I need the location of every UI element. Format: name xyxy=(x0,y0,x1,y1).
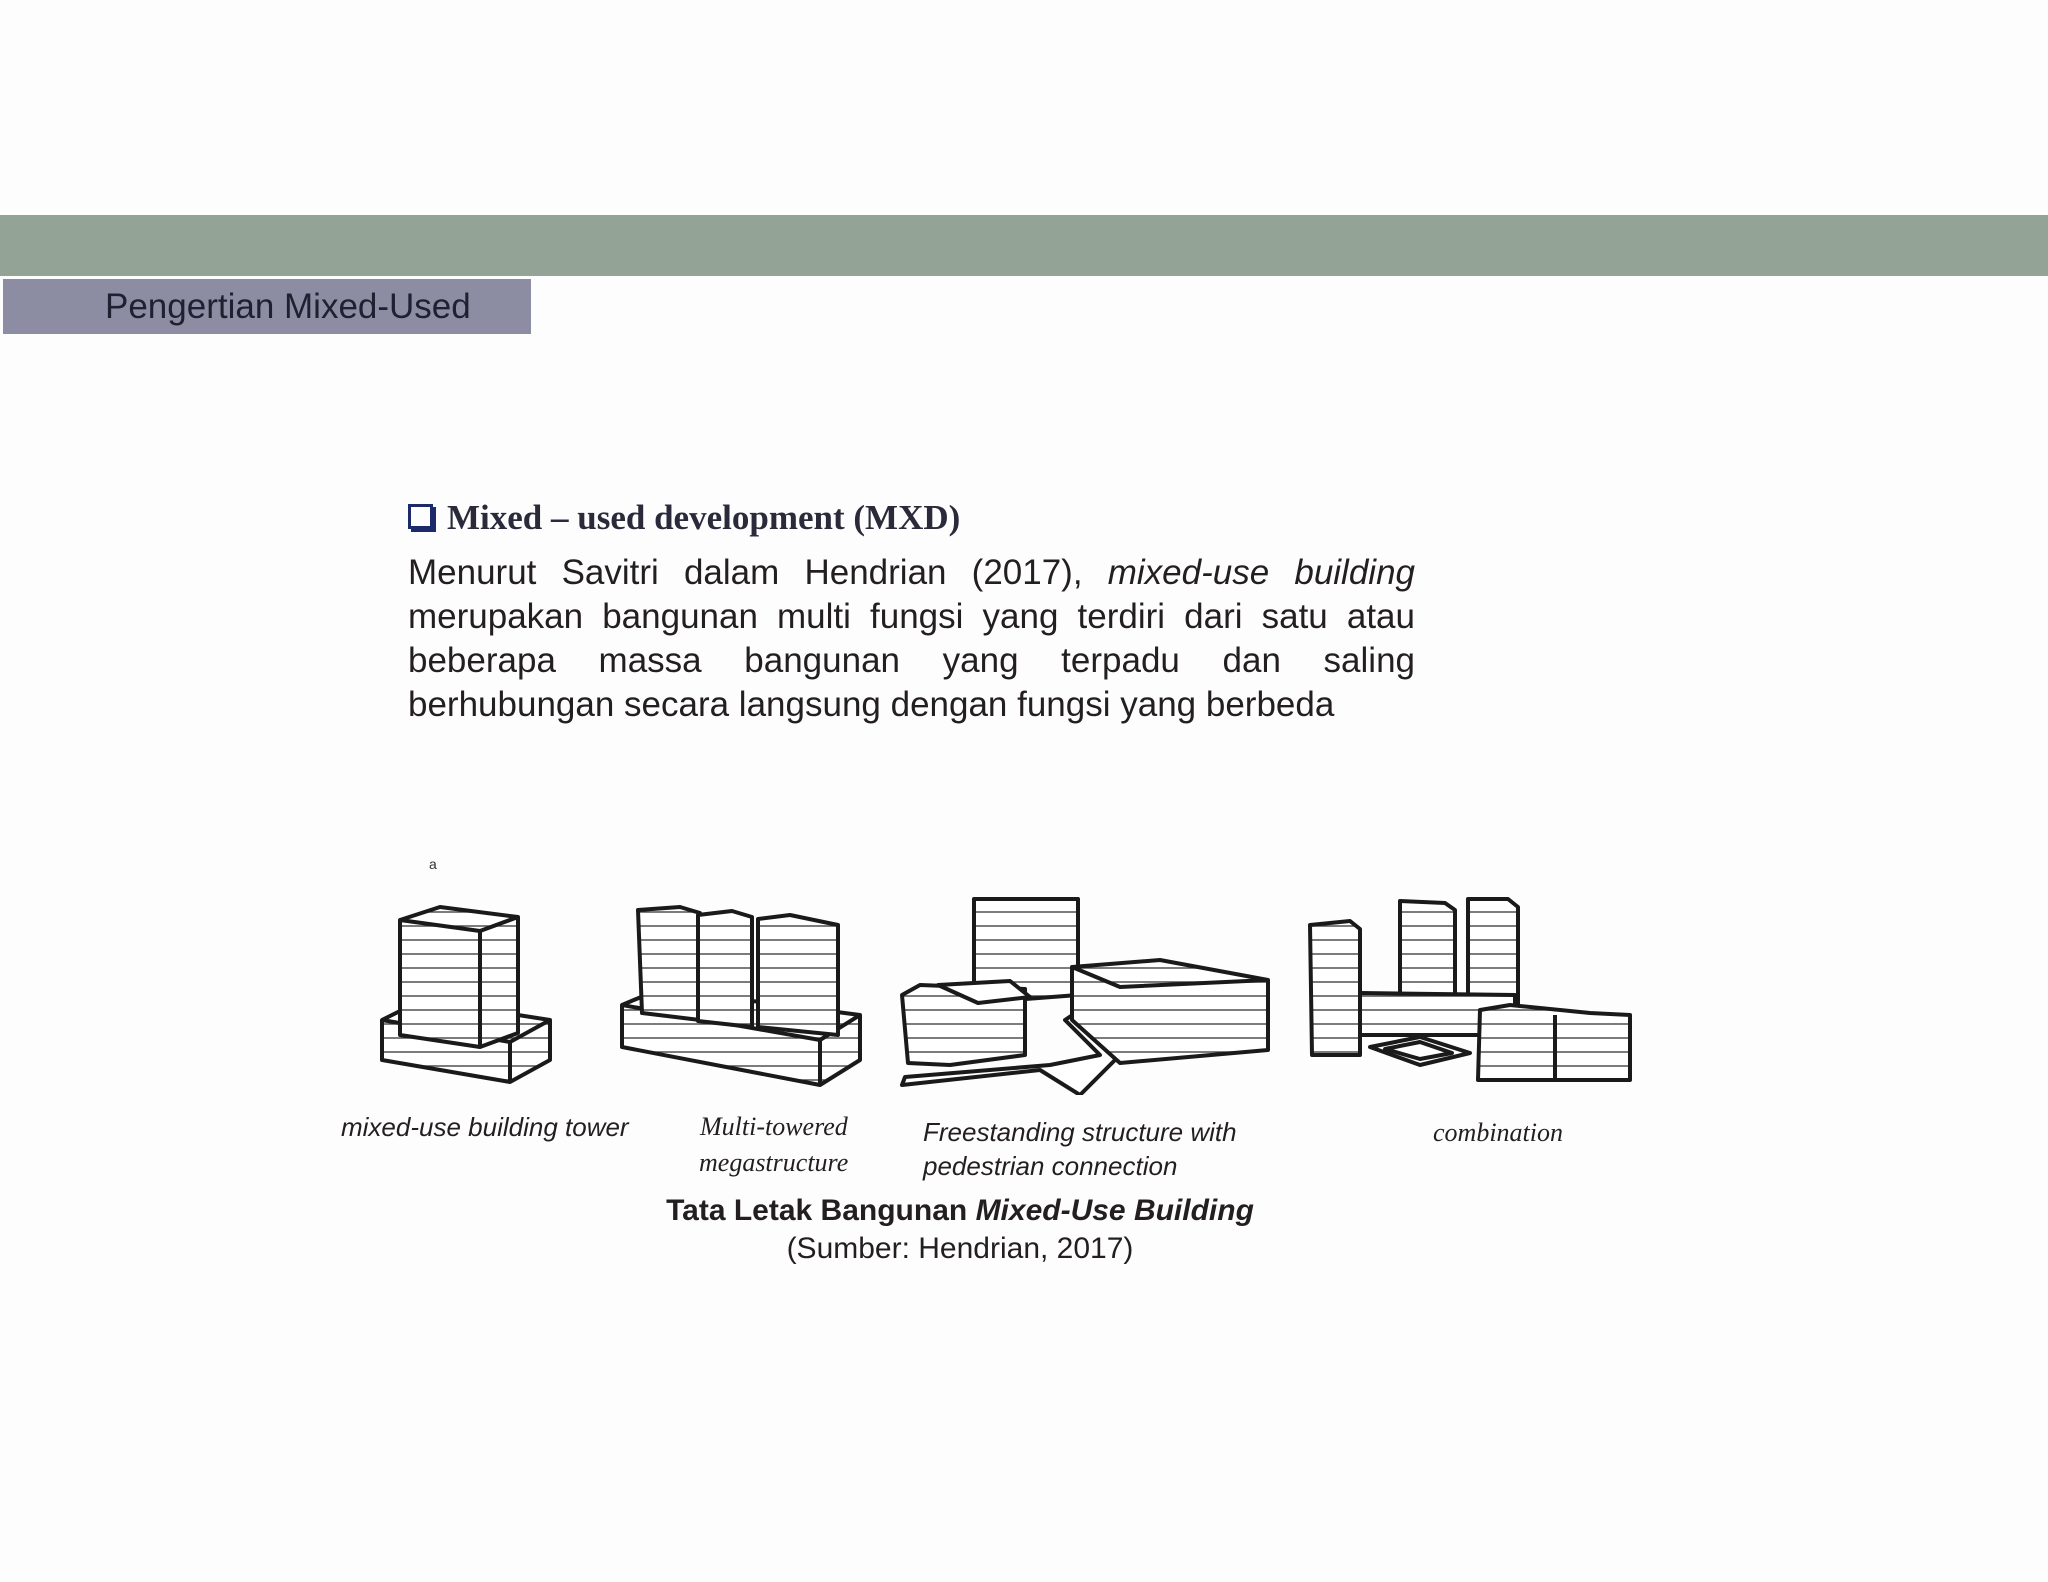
building-layout-figure xyxy=(360,885,1640,1095)
tower-illustration xyxy=(382,907,550,1082)
definition-paragraph xyxy=(408,551,1415,727)
combination-illustration xyxy=(1310,899,1630,1080)
caption-multi-line1: Multi-towered xyxy=(700,1112,848,1141)
paragraph-intro: Menurut Savitri dalam Hendrian (2017), xyxy=(408,553,1108,592)
section-title-text: Pengertian Mixed-Used xyxy=(105,286,471,326)
figure-title-regular: Tata Letak Bangunan xyxy=(666,1194,976,1227)
freestanding-illustration xyxy=(902,899,1268,1095)
mxd-heading xyxy=(408,498,960,538)
figure-title-italic: Mixed-Use Building xyxy=(975,1194,1254,1227)
figure-title xyxy=(0,1194,1920,1228)
caption-freestanding-line1: Freestanding structure with xyxy=(923,1117,1237,1147)
caption-combination: combination xyxy=(1433,1118,1563,1147)
caption-tower: mixed-use building tower xyxy=(341,1112,629,1142)
paragraph-rest: merupakan bangunan multi fungsi yang terdiri dari satu atau beberapa massa bangunan yang terpadu dan saling berhubungan secara langsung dengan fungsi yang berbeda xyxy=(408,597,1415,724)
figure-source: (Sumber: Hendrian, 2017) xyxy=(786,1232,1134,1265)
caption-multi-line2: megastructure xyxy=(699,1148,849,1177)
checkbox-icon xyxy=(408,504,433,529)
caption-freestanding-line2: pedestrian connection xyxy=(923,1151,1178,1181)
section-title xyxy=(3,279,531,334)
mxd-heading-text: Mixed – used development (MXD) xyxy=(447,498,961,537)
paragraph-italic-term: mixed-use building xyxy=(1107,553,1416,592)
figure-marker: a xyxy=(429,856,437,872)
header-band xyxy=(0,215,2048,276)
megastructure-illustration xyxy=(622,907,860,1085)
